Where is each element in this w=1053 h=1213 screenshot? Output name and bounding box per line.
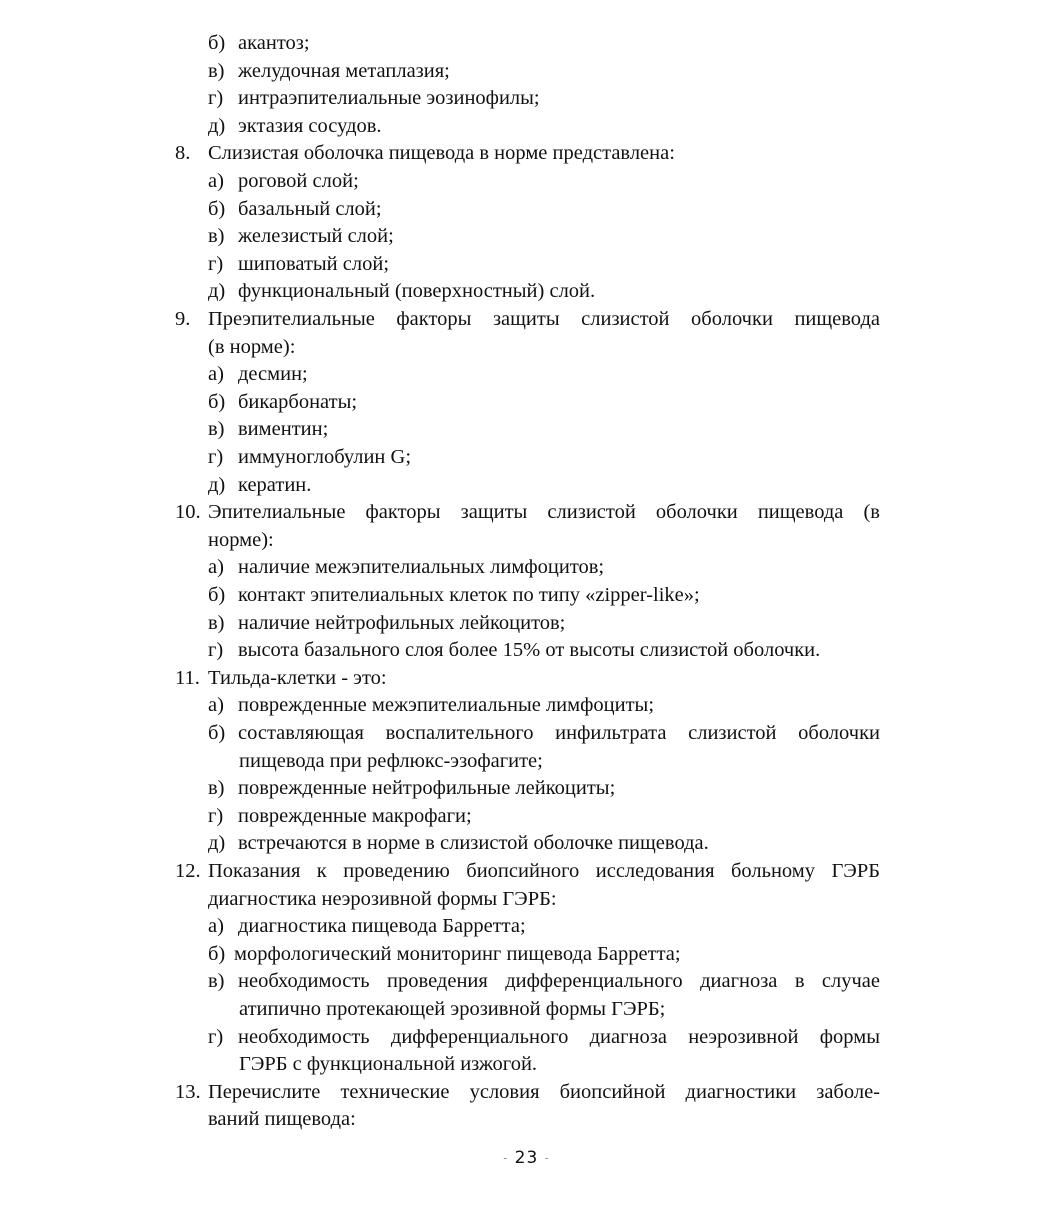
option-text: составляющая воспалительного инфильтрата слизистой оболочки	[238, 722, 880, 744]
answer-option	[208, 472, 311, 498]
option-letter: а)	[208, 363, 224, 386]
option-text: высота базального слоя более 15% от высоты слизистой оболочки.	[238, 639, 821, 662]
question-text: Показания к проведению биопсийного исследования больному ГЭРБ	[208, 860, 880, 882]
option-text: встречаются в норме в слизистой оболочке пищевода.	[238, 832, 709, 855]
question-line	[175, 499, 880, 525]
answer-continuation	[239, 1051, 537, 1077]
answer-continuation	[239, 748, 543, 774]
answer-option	[208, 416, 328, 442]
question-text: (в норме):	[208, 335, 296, 358]
option-letter: в)	[208, 777, 225, 800]
option-text: наличие нейтрофильных лейкоцитов;	[238, 611, 566, 634]
option-letter: г)	[208, 639, 224, 662]
answer-option	[208, 85, 540, 111]
option-text: кератин.	[238, 473, 312, 496]
answer-option	[208, 830, 709, 856]
option-letter: г)	[208, 446, 224, 468]
option-text: необходимость дифференциального диагноза неэрозивной формы	[238, 1025, 880, 1048]
option-letter: а)	[208, 556, 224, 579]
answer-option	[208, 196, 382, 222]
option-letter: а)	[208, 915, 224, 938]
option-letter: в)	[208, 970, 225, 993]
option-text: десмин;	[238, 363, 308, 386]
answer-option	[208, 361, 308, 387]
option-letter: б)	[208, 584, 226, 606]
option-letter: б)	[208, 197, 226, 220]
question-continuation	[208, 886, 557, 912]
answer-option	[208, 389, 357, 415]
option-text: базальный слой;	[238, 197, 382, 220]
option-letter: в)	[208, 611, 225, 634]
option-letter: г)	[208, 87, 224, 110]
option-text: поврежденные макрофаги;	[238, 804, 472, 827]
question-line	[175, 858, 880, 884]
answer-option	[208, 444, 411, 470]
answer-option	[208, 913, 526, 939]
option-letter: б)	[208, 390, 226, 413]
question-line	[175, 1079, 880, 1105]
option-text: виментин;	[238, 418, 329, 441]
answer-option	[208, 168, 359, 194]
option-letter: а)	[208, 694, 224, 717]
option-text: шиповатый слой;	[238, 252, 390, 275]
option-letter: а)	[208, 170, 224, 192]
question-text: Перечислите технические условия биопсийной диагностики заболе-	[208, 1080, 880, 1103]
option-text: пищевода при рефлюкс-эзофагите;	[239, 749, 543, 772]
option-text: функциональный (поверхностный) слой.	[238, 280, 596, 303]
option-letter: в)	[208, 59, 225, 82]
option-text: поврежденные нейтрофильные лейкоциты;	[238, 777, 616, 800]
question-line	[175, 665, 387, 691]
page-number: - 23 -	[503, 1148, 550, 1168]
answer-option	[208, 58, 450, 84]
option-letter: г)	[208, 252, 224, 275]
question-text: ваний пищевода:	[208, 1108, 356, 1131]
option-text: морфологический мониторинг пищевода Барретта;	[234, 942, 681, 965]
option-text: ГЭРБ с функциональной изжогой.	[239, 1053, 538, 1076]
answer-option	[208, 554, 604, 580]
option-letter: б)	[208, 32, 226, 54]
option-letter: в)	[208, 225, 225, 248]
question-number: 13.	[175, 1080, 201, 1103]
question-number: 8.	[175, 142, 191, 165]
option-letter: б)	[208, 722, 226, 744]
option-text: необходимость проведения дифференциального диагноза в случае	[238, 970, 880, 993]
option-text: наличие межэпителиальных лимфоцитов;	[238, 556, 605, 579]
answer-option	[208, 582, 700, 608]
question-number: 9.	[175, 308, 191, 330]
answer-option	[208, 1024, 880, 1050]
answer-option	[208, 941, 681, 967]
answer-option	[208, 692, 654, 718]
option-text: контакт эпителиальных клеток по типу «zipper-like»;	[238, 584, 700, 606]
option-text: железистый слой;	[238, 225, 394, 248]
answer-option	[208, 968, 880, 994]
option-letter: д)	[208, 832, 226, 855]
question-text: Тильда-клетки - это:	[208, 666, 387, 689]
option-text: акантоз;	[238, 32, 310, 54]
option-letter: г)	[208, 804, 224, 827]
answer-option	[208, 775, 615, 801]
question-line	[175, 306, 880, 332]
question-number: 12.	[175, 860, 201, 882]
question-number: 10.	[175, 501, 201, 524]
question-text: Слизистая оболочка пищевода в норме представлена:	[208, 142, 675, 165]
answer-option	[208, 803, 472, 829]
option-text: атипично протекающей эрозивной формы ГЭРБ;	[239, 998, 666, 1020]
option-text: иммуноглобулин G;	[238, 446, 412, 468]
option-letter: д)	[208, 280, 226, 303]
question-continuation	[208, 334, 295, 360]
question-text: Преэпителиальные факторы защиты слизистой оболочки пищевода	[208, 308, 880, 330]
option-letter: б)	[208, 942, 226, 965]
option-letter: д)	[208, 473, 226, 496]
answer-option	[208, 278, 595, 304]
option-letter: г)	[208, 1025, 224, 1048]
question-continuation	[208, 527, 274, 553]
question-number: 11.	[175, 666, 200, 689]
option-text: поврежденные межэпителиальные лимфоциты;	[238, 694, 655, 717]
option-text: желудочная метаплазия;	[238, 59, 450, 82]
answer-option	[208, 637, 820, 663]
option-text: бикарбонаты;	[238, 390, 358, 413]
question-continuation	[208, 1106, 356, 1132]
question-text: диагностика неэрозивной формы ГЭРБ:	[208, 887, 557, 910]
page-number-value: 23	[514, 1148, 539, 1168]
question-text: норме):	[208, 528, 274, 551]
answer-continuation	[239, 996, 665, 1022]
question-line	[175, 140, 675, 166]
question-text: Эпителиальные факторы защиты слизистой оболочки пищевода (в	[208, 501, 880, 524]
answer-option	[208, 720, 880, 746]
answer-option	[208, 610, 565, 636]
option-text: эктазия сосудов.	[238, 114, 382, 137]
option-text: роговой слой;	[238, 170, 359, 192]
option-text: диагностика пищевода Барретта;	[238, 915, 526, 938]
option-text: интраэпителиальные эозинофилы;	[238, 87, 540, 110]
answer-option	[208, 251, 389, 277]
option-letter: в)	[208, 418, 225, 441]
answer-option	[208, 113, 382, 139]
answer-option	[208, 223, 394, 249]
option-letter: д)	[208, 114, 226, 137]
answer-option	[208, 30, 310, 56]
